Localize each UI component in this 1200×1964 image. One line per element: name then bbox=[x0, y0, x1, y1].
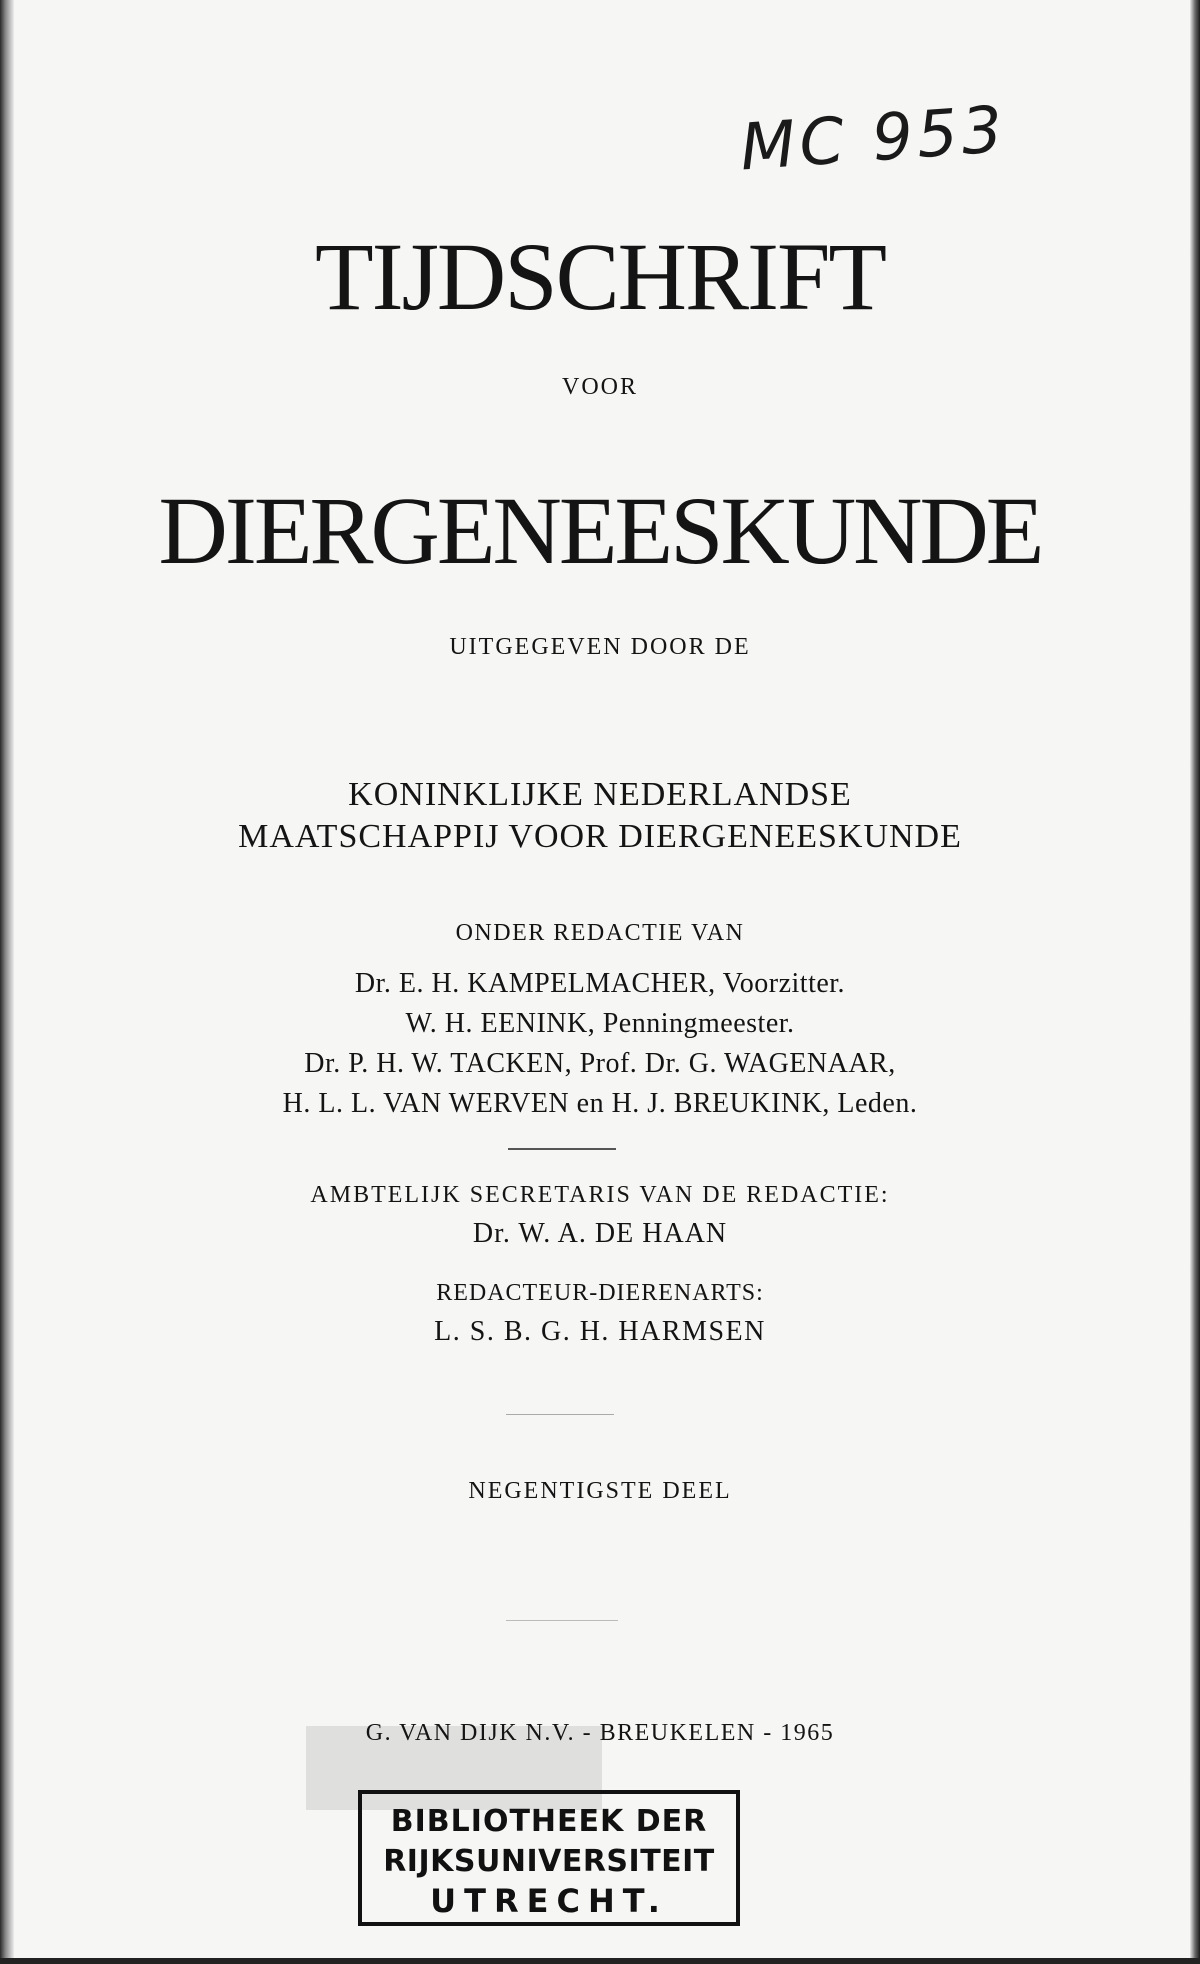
publisher-imprint: G. VAN DIJK N.V. - BREUKELEN - 1965 bbox=[365, 1720, 835, 1746]
page-edge-bottom bbox=[0, 1958, 1200, 1964]
divider bbox=[506, 1620, 618, 1621]
redacteur-name: L. S. B. G. H. HARMSEN bbox=[434, 1316, 766, 1347]
editor-line: Dr. E. H. KAMPELMACHER, Voorzitter. bbox=[354, 968, 846, 999]
society-name-line-1: KONINKLIJKE NEDERLANDSE bbox=[348, 776, 852, 813]
handwritten-shelfmark: MC 953 bbox=[737, 93, 1009, 186]
stamp-line-3: UTRECHT. bbox=[430, 1882, 668, 1920]
stamp-line-1: BIBLIOTHEEK DER bbox=[390, 1804, 708, 1839]
editorial-heading: ONDER REDACTIE VAN bbox=[455, 920, 745, 946]
editor-line: H. L. L. VAN WERVEN en H. J. BREUKINK, Leden. bbox=[282, 1088, 918, 1119]
journal-subject: DIERGENEESKUNDE bbox=[158, 477, 1042, 584]
secretary-heading: AMBTELIJK SECRETARIS VAN DE REDACTIE: bbox=[310, 1182, 890, 1208]
editor-line: Dr. P. H. W. TACKEN, Prof. Dr. G. WAGENAAR, bbox=[304, 1048, 896, 1079]
redacteur-heading: REDACTEUR-DIERENARTS: bbox=[436, 1280, 764, 1306]
society-name-line-2: MAATSCHAPPIJ VOOR DIERGENEESKUNDE bbox=[238, 818, 962, 855]
stamp-line-2: RIJKSUNIVERSITEIT bbox=[383, 1844, 715, 1879]
divider bbox=[506, 1414, 614, 1415]
title-connector: VOOR bbox=[561, 374, 638, 400]
journal-title: TIJDSCHRIFT bbox=[314, 223, 886, 330]
editor-line: W. H. EENINK, Penningmeester. bbox=[405, 1008, 795, 1039]
volume-label: NEGENTIGSTE DEEL bbox=[468, 1478, 732, 1504]
published-by-label: UITGEGEVEN DOOR DE bbox=[449, 634, 751, 660]
secretary-name: Dr. W. A. DE HAAN bbox=[472, 1218, 728, 1249]
divider bbox=[508, 1148, 616, 1150]
library-stamp bbox=[358, 1790, 740, 1926]
